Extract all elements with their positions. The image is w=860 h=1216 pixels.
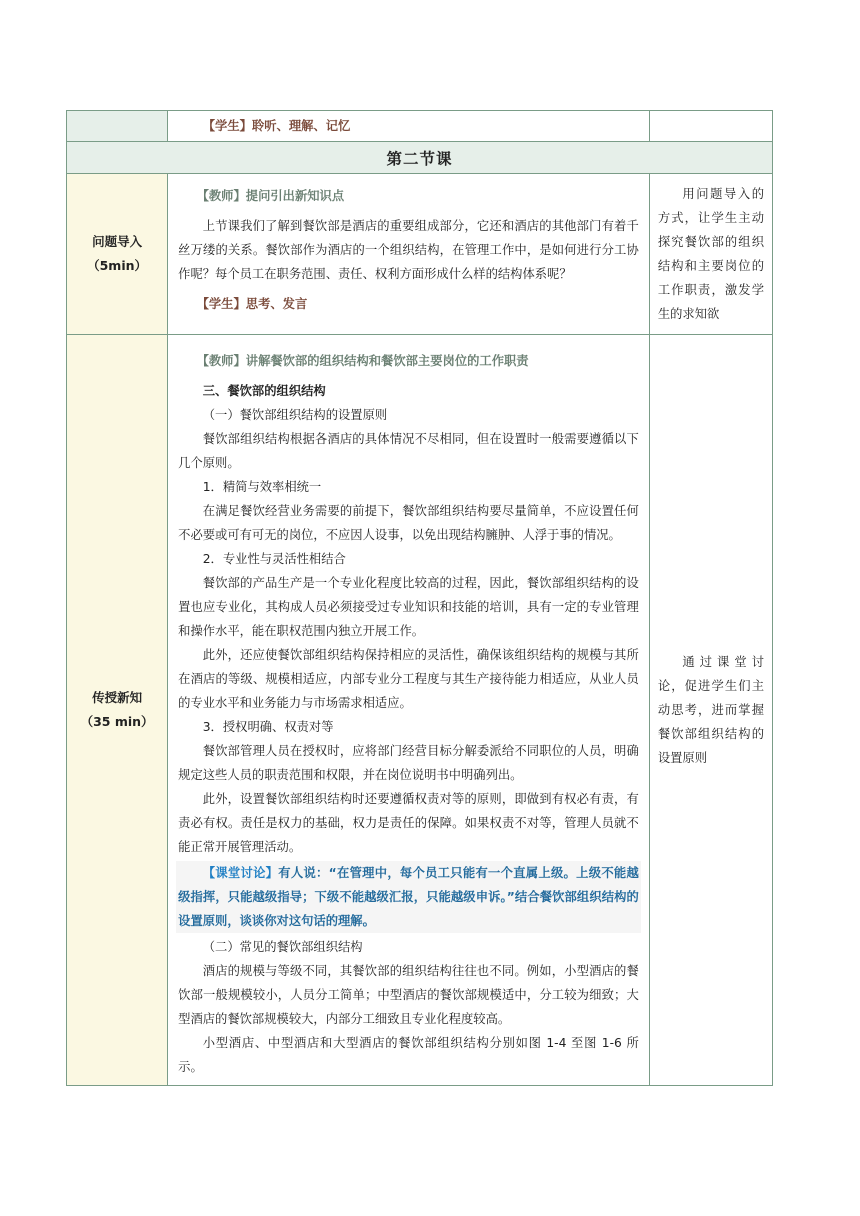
student-activity: 【学生】聆听、理解、记忆 — [202, 119, 351, 133]
table-row — [67, 111, 773, 142]
stage-label: 传授新知 — [92, 690, 143, 705]
list-item-heading: 2．专业性与灵活性相结合 — [202, 552, 346, 566]
paragraph: 餐饮部的产品生产是一个专业化程度比较高的过程，因此，餐饮部组织结构的设置也应专业化，其构成人员必须接受过专业知识和技能的培训，具有一定的专业管理和操作水平，能在职权范围内独立开展工作。 — [178, 576, 639, 638]
stage-time: （5min） — [87, 258, 148, 273]
paragraph: 餐饮部管理人员在授权时，应将部门经营目标分解委派给不同职位的人员，明确规定这些人员的职责范围和权限，并在岗位说明书中明确列出。 — [178, 744, 639, 782]
design-note: 通过课堂讨论，促进学生们主动思考，进而掌握餐饮部组织结构的设置原则 — [657, 655, 764, 765]
section-header-row — [67, 142, 773, 174]
paragraph: 在满足餐饮经营业务需要的前提下，餐饮部组织结构要尽量简单，不应设置任何不必要或可有可无的岗位，不应因人设事，以免出现结构臃肿、人浮于事的情况。 — [178, 504, 639, 542]
class-discussion — [176, 861, 641, 933]
subsection-heading: （二）常见的餐饮部组织结构 — [202, 940, 363, 954]
subsection-heading: （一）餐饮部组织结构的设置原则 — [202, 408, 388, 422]
intro-paragraph: 上节课我们了解到餐饮部是酒店的重要组成部分，它还和酒店的其他部门有着千丝万缕的关系。餐饮部作为酒店的一个组织结构，在管理工作中，是如何进行分工协作呢？每个员工在职务范围、责任、权利方面形成什么样的结构体系呢？ — [178, 219, 639, 281]
stage-label: 问题导入 — [92, 234, 143, 249]
paragraph: 酒店的规模与等级不同，其餐饮部的组织结构往往也不同。例如，小型酒店的餐饮部一般规模较小，人员分工简单；中型酒店的餐饮部规模适中，分工较为细致；大型酒店的餐饮部规模较大，内部分工细致且专业化程度较高。 — [178, 964, 639, 1026]
lesson-plan-table — [66, 110, 773, 1086]
list-item-heading: 1．精简与效率相统一 — [202, 480, 322, 494]
student-activity: 【学生】思考、发言 — [196, 297, 308, 311]
content-cell — [168, 111, 650, 142]
table-row — [67, 335, 773, 1086]
content-cell — [168, 335, 650, 1086]
section-title: 第二节课 — [67, 142, 773, 174]
note-cell-empty — [649, 111, 772, 142]
content-cell — [168, 174, 650, 335]
paragraph: 此外，设置餐饮部组织结构时还要遵循权责对等的原则，即做到有权必有责，有责必有权。责任是权力的基础，权力是责任的保障。如果权责不对等，管理人员就不能正常开展管理活动。 — [178, 792, 639, 854]
design-note-cell — [649, 335, 772, 1086]
teacher-activity: 【教师】讲解餐饮部的组织结构和餐饮部主要岗位的工作职责 — [196, 354, 529, 368]
design-note: 用问题导入的方式，让学生主动探究餐饮部的组织结构和主要岗位的工作职责，激发学生的求知欲 — [657, 187, 764, 321]
list-item-heading: 3．授权明确、权责对等 — [202, 720, 334, 734]
paragraph: 小型酒店、中型酒店和大型酒店的餐饮部组织结构分别如图 1-4 至图 1-6 所示。 — [178, 1036, 639, 1074]
stage-time: （35 min） — [80, 714, 154, 729]
teacher-activity: 【教师】提问引出新知识点 — [196, 189, 345, 203]
section-heading: 三、餐饮部的组织结构 — [202, 384, 326, 398]
stage-label-cell — [67, 174, 168, 335]
paragraph: 餐饮部组织结构根据各酒店的具体情况不尽相同，但在设置时一般需要遵循以下几个原则。 — [178, 432, 639, 470]
table-row — [67, 174, 773, 335]
label-cell-empty — [67, 111, 168, 142]
discussion-tag: 【课堂讨论】 — [202, 866, 279, 880]
stage-label-cell — [67, 335, 168, 1086]
design-note-cell — [649, 174, 772, 335]
paragraph: 此外，还应使餐饮部组织结构保持相应的灵活性，确保该组织结构的规模与其所在酒店的等级、规模相适应，内部专业分工程度与其生产接待能力相适应，从业人员的专业水平和业务能力与市场需求相适应。 — [178, 648, 639, 710]
discussion-text: 有人说：“在管理中，每个员工只能有一个直属上级。上级不能越级指挥，只能越级指导；下级不能越级汇报，只能越级申诉。”结合餐饮部组织结构的设置原则，谈谈你对这句话的理解。 — [178, 866, 639, 928]
